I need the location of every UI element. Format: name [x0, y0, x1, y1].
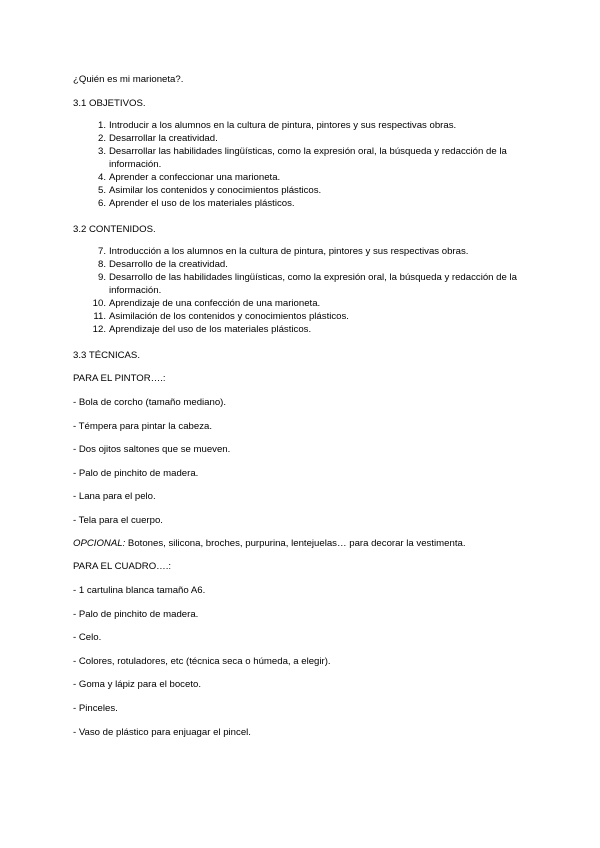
- list-item: Introducción a los alumnos en la cultura de pintura, pintores y sus respectivas obras.: [109, 246, 469, 257]
- list-item: Asimilación de los contenidos y conocimientos plásticos.: [109, 311, 349, 322]
- list-item-number: 6.: [97, 198, 106, 209]
- section-heading-tecnicas: 3.3 TÉCNICAS.: [73, 350, 141, 361]
- list-item-number: 3.: [97, 146, 106, 157]
- list-item-number: 5.: [97, 185, 106, 196]
- list-item-number: 10.: [92, 298, 106, 309]
- list-item: Aprendizaje del uso de los materiales plásticos.: [109, 324, 312, 335]
- list-item: Aprender el uso de los materiales plásticos.: [109, 198, 295, 209]
- list-item-number: 2.: [97, 133, 106, 144]
- material-item: - Palo de pinchito de madera.: [73, 608, 199, 620]
- list-item-number: 7.: [97, 246, 106, 257]
- list-item: Asimilar los contenidos y conocimientos plásticos.: [109, 185, 322, 196]
- opcional-text: Botones, silicona, broches, purpurina, lentejuelas… para decorar la vestimenta.: [125, 538, 466, 549]
- list-item: Desarrollo de la creatividad.: [109, 259, 228, 270]
- material-item: - 1 cartulina blanca tamaño A6.: [73, 585, 206, 596]
- list-item-number: 9.: [97, 272, 106, 283]
- material-item: - Celo.: [73, 632, 102, 644]
- material-item: - Lana para el pelo.: [73, 491, 156, 503]
- material-item: - Palo de pinchito de madera.: [73, 467, 199, 479]
- list-item: Desarrollar las habilidades lingüísticas, como la expresión oral, la búsqueda y redacción de la información.: [109, 146, 507, 170]
- list-item: Introducir a los alumnos en la cultura de pintura, pintores y sus respectivas obras.: [109, 120, 457, 131]
- list-item-number: 8.: [97, 259, 106, 270]
- list-item-number: 11.: [93, 311, 106, 322]
- material-item: - Vaso de plástico para enjuagar el pincel.: [73, 726, 251, 738]
- material-item: - Dos ojitos saltones que se mueven.: [73, 444, 231, 456]
- section-heading-contenidos: 3.2 CONTENIDOS.: [73, 224, 156, 235]
- opcional-label: OPCIONAL:: [73, 538, 126, 549]
- section-heading-objetivos: 3.1 OBJETIVOS.: [73, 98, 146, 109]
- material-item: - Témpera para pintar la cabeza.: [73, 420, 213, 432]
- document-title: ¿Quién es mi marioneta?.: [73, 74, 184, 85]
- material-item: - Goma y lápiz para el boceto.: [73, 679, 201, 691]
- material-item: - Colores, rotuladores, etc (técnica seca o húmeda, a elegir).: [73, 655, 331, 667]
- material-item: - Bola de corcho (tamaño mediano).: [73, 397, 227, 408]
- material-item: - Pinceles.: [73, 703, 118, 714]
- cuadro-heading: PARA EL CUADRO….:: [73, 561, 172, 572]
- opcional-line: [73, 538, 465, 550]
- list-item: Aprendizaje de una confección de una marioneta.: [109, 298, 321, 309]
- material-item: - Tela para el cuerpo.: [73, 515, 163, 526]
- list-item: Desarrollar la creatividad.: [109, 133, 218, 144]
- list-item: Aprender a confeccionar una marioneta.: [109, 172, 281, 183]
- list-item-number: 1.: [97, 120, 106, 131]
- list-item: Desarrollo de las habilidades lingüísticas, como la expresión oral, la búsqueda y redacción de la información.: [109, 272, 517, 296]
- list-item-number: 4.: [97, 172, 106, 183]
- list-item-number: 12.: [92, 324, 106, 335]
- pintor-heading: PARA EL PINTOR….:: [73, 373, 166, 384]
